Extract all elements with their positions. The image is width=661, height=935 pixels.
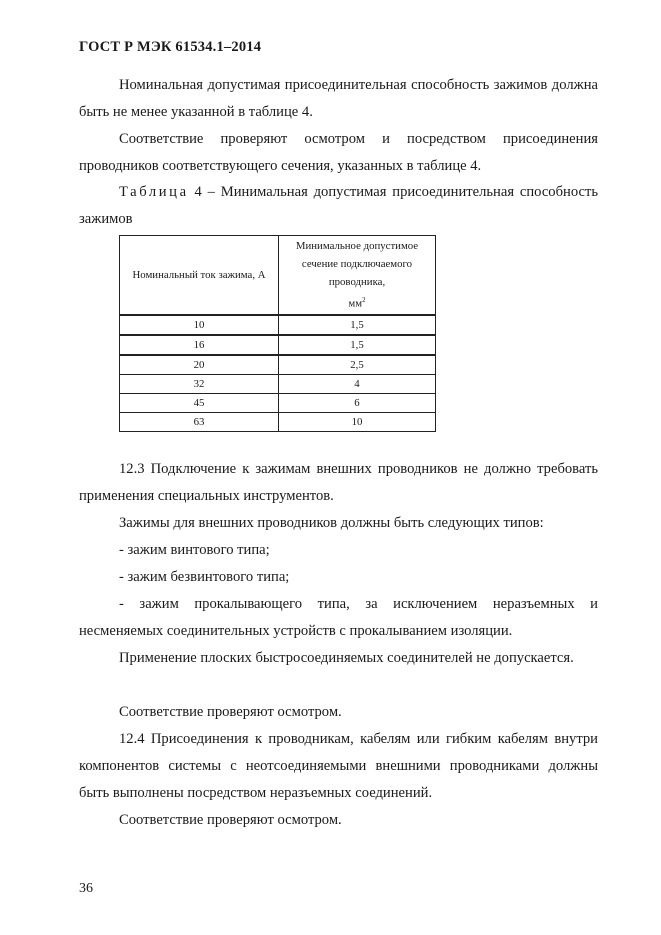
table-min-connection-capacity xyxy=(119,235,436,432)
cell-rated-current: 16 xyxy=(120,335,279,355)
cell-cross-section: 4 xyxy=(279,375,436,394)
paragraph-check-inspection: Соответствие проверяют осмотром. xyxy=(119,704,342,720)
list-item: - зажим прокалывающего типа, за исключением неразъемных и несменяемых соединительных устройств с прокалыванием изоляции. xyxy=(79,596,598,639)
table-caption-label: Таблица xyxy=(119,184,189,200)
paragraph-terminal-types: Зажимы для внешних проводников должны быть следующих типов: xyxy=(119,515,544,531)
table-caption-text: 4 – Минимальная допустимая присоединительная способность зажимов xyxy=(79,184,599,227)
document-header: ГОСТ Р МЭК 61534.1–2014 xyxy=(79,39,262,55)
paragraph-flat-connectors: Применение плоских быстросоединяемых соединителей не допускается. xyxy=(119,650,574,666)
table-caption xyxy=(79,179,598,233)
table-header-min-cross-section: Минимальное допустимое сечение подключаемого проводника, $мм^2$ xyxy=(279,236,436,316)
list-item: - зажим винтового типа; xyxy=(119,542,270,558)
table-row xyxy=(120,335,436,355)
cell-cross-section: 1,5 xyxy=(279,315,436,335)
paragraph-check-inspection-2: Соответствие проверяют осмотром. xyxy=(119,812,342,828)
cell-cross-section: 10 xyxy=(279,413,436,432)
unit-label: мм xyxy=(348,297,363,310)
table-row xyxy=(120,394,436,413)
table-row xyxy=(120,355,436,375)
table-row xyxy=(120,315,436,335)
cell-cross-section: 2,5 xyxy=(279,355,436,375)
paragraph-12-4: 12.4 Присоединения к проводникам, кабелям или гибким кабелям внутри компонентов системы с неотсоединяемыми внешними проводниками должны быть выполнены посредством неразъемных соединений. xyxy=(79,731,598,801)
cell-cross-section: 1,5 xyxy=(279,335,436,355)
table-row xyxy=(120,375,436,394)
paragraph-check-conductors: Соответствие проверяют осмотром и посредством присоединения проводников соответствующего сечения, указанных в таблице 4. xyxy=(79,131,598,174)
table-row xyxy=(120,413,436,432)
list-item: - зажим безвинтового типа; xyxy=(119,569,290,585)
table-header-rated-current: Номинальный ток зажима, А xyxy=(120,236,279,316)
table-body xyxy=(120,315,436,432)
cell-rated-current: 20 xyxy=(120,355,279,375)
cell-rated-current: 45 xyxy=(120,394,279,413)
cell-rated-current: 63 xyxy=(120,413,279,432)
cell-rated-current: 32 xyxy=(120,375,279,394)
cell-rated-current: 10 xyxy=(120,315,279,335)
cell-cross-section: 6 xyxy=(279,394,436,413)
paragraph-connection-capacity: Номинальная допустимая присоединительная способность зажимов должна быть не менее указанной в таблице 4. xyxy=(79,77,598,120)
page-number: 36 xyxy=(79,881,93,896)
paragraph-12-3: 12.3 Подключение к зажимам внешних проводников не должно требовать применения специальных инструментов. xyxy=(79,461,598,504)
